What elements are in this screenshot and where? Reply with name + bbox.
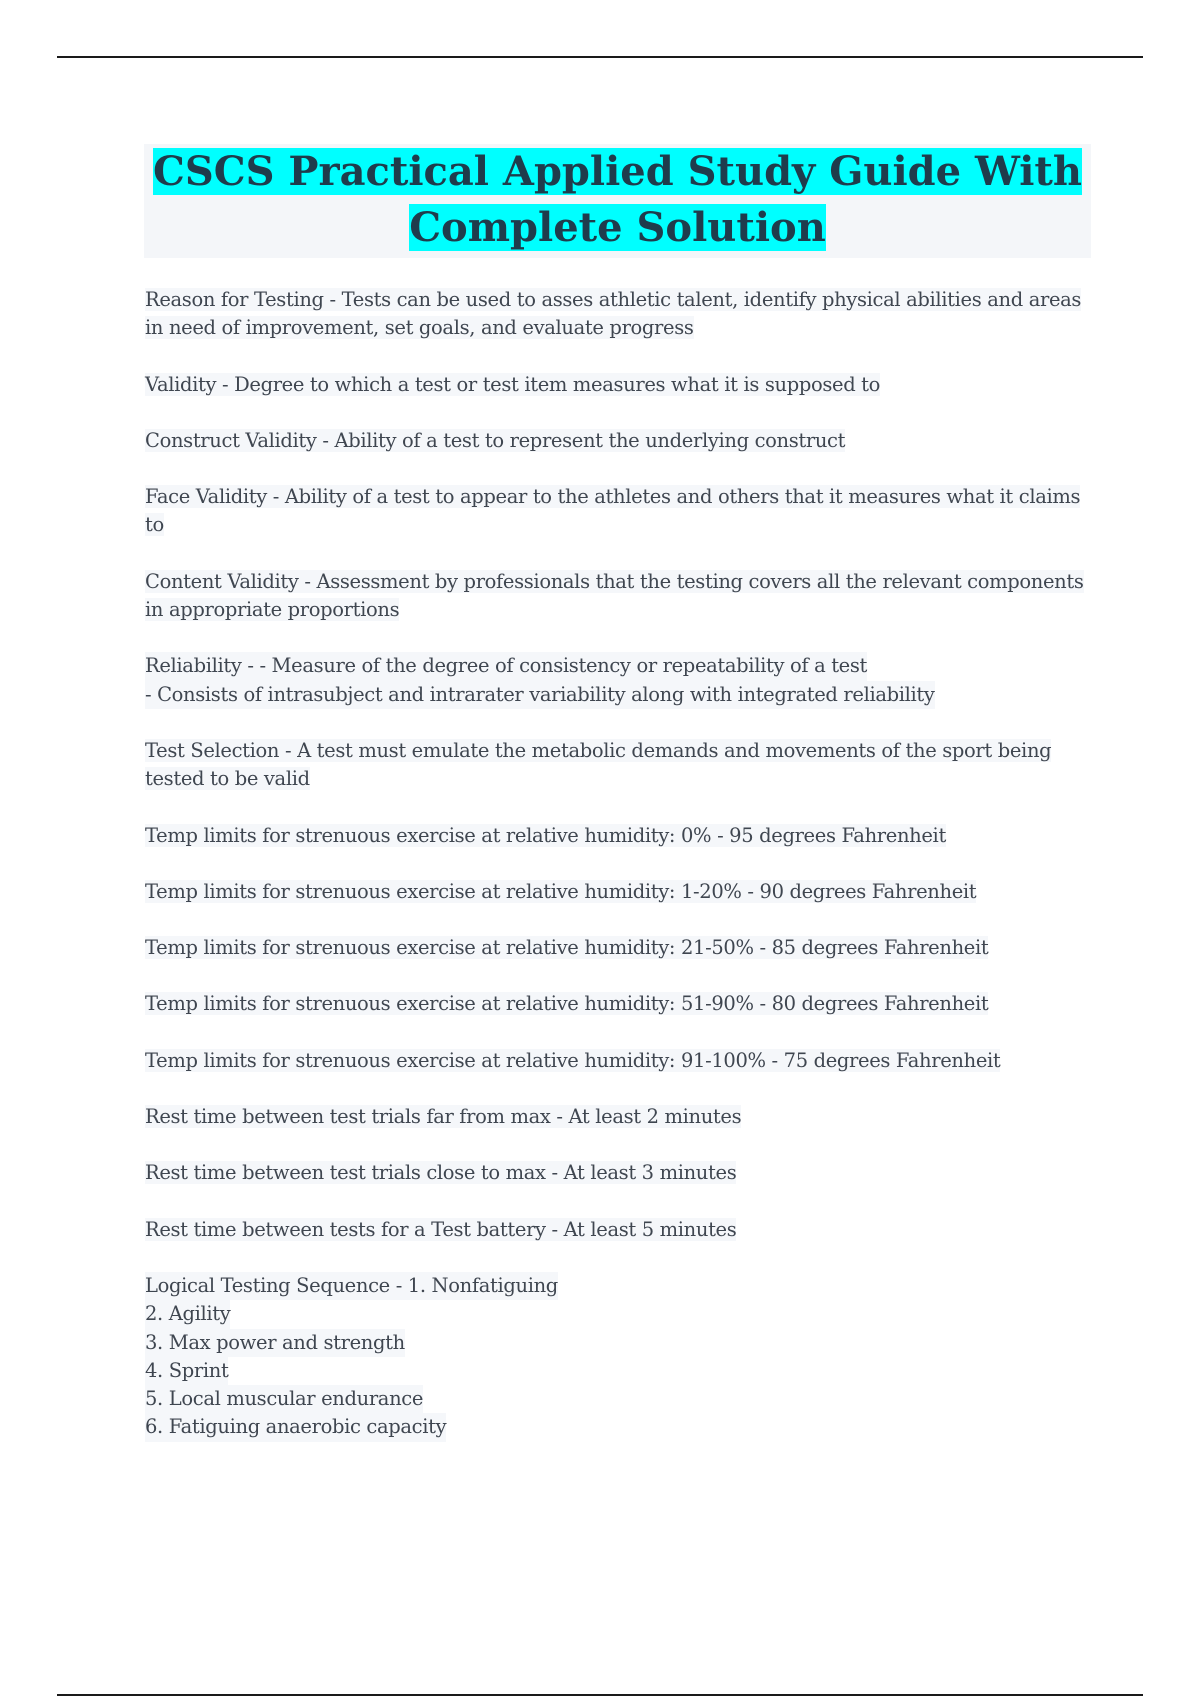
document-title <box>144 144 1091 256</box>
entry-temp-limit-1-20 <box>145 878 1090 906</box>
entry-face-validity <box>145 483 1090 540</box>
entry-temp-limit-0 <box>145 822 1090 850</box>
entry-text: Temp limits for strenuous exercise at relative humidity: 21-50% - 85 degrees Fahrenheit <box>145 936 989 960</box>
entry-text: Validity - Degree to which a test or test item measures what it is supposed to <box>145 372 881 396</box>
entry-text: Temp limits for strenuous exercise at relative humidity: 0% - 95 degrees Fahrenheit <box>145 823 946 847</box>
entry-rest-test-battery <box>145 1216 1090 1244</box>
entry-text: Rest time between test trials close to max - At least 3 minutes <box>145 1161 737 1185</box>
entry-text: Content Validity - Assessment by professionals that the testing covers all the relevant components in appropriate proportions <box>145 569 1084 622</box>
entry-text: Rest time between test trials far from max - At least 2 minutes <box>145 1105 742 1129</box>
entry-text: Temp limits for strenuous exercise at relative humidity: 1-20% - 90 degrees Fahrenheit <box>145 879 977 903</box>
entry-validity <box>145 371 1090 399</box>
entry-text: Temp limits for strenuous exercise at relative humidity: 91-100% - 75 degrees Fahrenheit <box>145 1048 1001 1072</box>
entry-content-validity <box>145 568 1090 625</box>
entry-rest-close-to-max <box>145 1159 1090 1187</box>
entry-text: Reason for Testing - Tests can be used to asses athletic talent, identify physical abilities and areas in need of improvement, set goals, and evaluate progress <box>145 288 1082 340</box>
sequence-line-4: 4. Sprint <box>145 1357 228 1385</box>
title-box <box>144 144 1091 258</box>
sequence-line-5: 5. Local muscular endurance <box>145 1385 423 1413</box>
entry-reliability <box>145 652 1090 709</box>
entry-rest-far-from-max <box>145 1103 1090 1131</box>
sequence-line-1: Logical Testing Sequence - 1. Nonfatiguing <box>145 1272 558 1300</box>
top-rule <box>57 56 1143 58</box>
entry-temp-limit-51-90 <box>145 990 1090 1018</box>
entry-construct-validity <box>145 427 1090 455</box>
entry-test-selection <box>145 737 1090 794</box>
entry-text: Temp limits for strenuous exercise at relative humidity: 51-90% - 80 degrees Fahrenheit <box>145 992 989 1016</box>
sequence-line-6: 6. Fatiguing anaerobic capacity <box>145 1413 446 1441</box>
study-guide-content <box>145 286 1090 1470</box>
entry-text: Rest time between tests for a Test battery - At least 5 minutes <box>145 1217 737 1241</box>
title-line-2: Complete Solution <box>409 204 826 251</box>
sequence-line-2: 2. Agility <box>145 1300 230 1328</box>
bottom-rule <box>57 1694 1143 1696</box>
entry-temp-limit-21-50 <box>145 934 1090 962</box>
entry-text-line-1: Reliability - - Measure of the degree of consistency or repeatability of a test <box>145 652 867 680</box>
entry-logical-testing-sequence <box>145 1272 1090 1442</box>
entry-text: Test Selection - A test must emulate the metabolic demands and movements of the sport being tested to be valid <box>145 738 1052 791</box>
entry-temp-limit-91-100 <box>145 1047 1090 1075</box>
entry-text: Face Validity - Ability of a test to appear to the athletes and others that it measures what it claims to <box>145 485 1081 537</box>
entry-reason-for-testing <box>145 286 1090 343</box>
entry-text-line-2: - Consists of intrasubject and intrarater variability along with integrated reliability <box>145 681 935 709</box>
title-line-1: CSCS Practical Applied Study Guide With <box>153 148 1082 195</box>
sequence-line-3: 3. Max power and strength <box>145 1329 405 1357</box>
entry-text: Construct Validity - Ability of a test to represent the underlying construct <box>145 428 846 452</box>
